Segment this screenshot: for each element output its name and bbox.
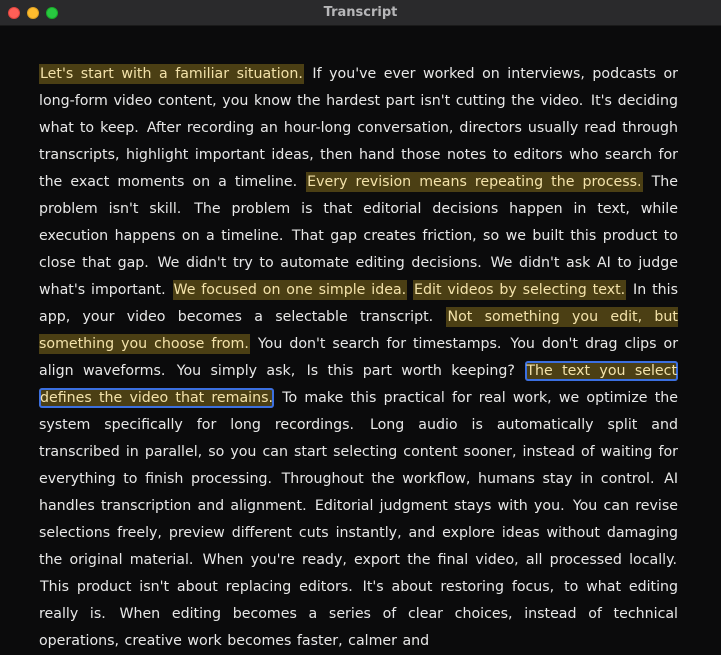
transcript-segment[interactable]: It's about restoring focus, — [362, 579, 555, 595]
transcript-segment[interactable]: To make this practical for real work, we optimize the system specifically for long recordings. — [39, 390, 678, 433]
transcript-segment[interactable]: You don't drag clips or align waveforms. — [39, 336, 679, 379]
transcript-segment[interactable]: Throughout the workflow, humans stay in control. — [281, 471, 655, 487]
transcript-segment[interactable]: The problem isn't skill. — [39, 174, 679, 217]
transcript-segment[interactable]: You don't search for timestamps. — [257, 336, 502, 352]
transcript-segment[interactable]: If you've ever worked on interviews, podcasts or long-form video content, you know the hardest part isn't cutting the video. — [39, 66, 679, 109]
transcript-segment-highlighted[interactable]: We focused on one simple idea. — [173, 282, 407, 298]
transcript-segment-highlighted[interactable]: Not something you edit, but something you choose from. — [39, 309, 678, 352]
transcript-segment-highlighted[interactable]: Let's start with a familiar situation. — [40, 66, 303, 82]
transcript-segment[interactable]: In this app, your video becomes a selectable transcript. — [39, 282, 678, 325]
transcript-segment[interactable]: When you're ready, export the final video, all processed locally. — [202, 552, 677, 568]
transcript-segment[interactable]: Is this part worth keeping? — [306, 363, 515, 379]
transcript-segment[interactable]: AI handles transcription and alignment. — [39, 471, 679, 514]
transcript-segment[interactable]: This product isn't about replacing editors. — [40, 579, 353, 595]
transcript-segment[interactable]: We didn't ask AI to judge what's important. — [39, 255, 678, 298]
transcript-segment[interactable]: Editorial judgment stays with you. — [314, 498, 565, 514]
transcript-segment-highlighted[interactable]: Every revision means repeating the process. — [307, 174, 642, 190]
transcript-segment-highlighted[interactable]: Edit videos by selecting text. — [414, 282, 626, 298]
transcript-segment[interactable]: Long audio is automatically split and transcribed in parallel, so you can start selecting content sooner, instead of waiting for everything to finish processing. — [39, 417, 678, 487]
transcript-segment[interactable]: We didn't try to automate editing decisions. — [157, 255, 482, 271]
transcript-segment[interactable]: When editing becomes a series of clear choices, instead of technical operations, creative work becomes faster, calmer and — [39, 606, 678, 649]
window-title: Transcript — [323, 5, 398, 20]
transcript-text[interactable] — [39, 61, 678, 655]
transcript-segment[interactable]: It's deciding what to keep. — [39, 93, 678, 136]
transcript-segment-selected[interactable]: The text you select defines the video that remains. — [40, 363, 678, 406]
transcript-segment[interactable]: You can revise selections freely, preview different cuts instantly, and explore ideas without damaging the original material. — [39, 498, 678, 568]
transcript-segment[interactable]: You simply ask, — [176, 363, 296, 379]
transcript-segment[interactable]: That gap creates friction, so we built this product to close that gap. — [39, 228, 678, 271]
transcript-segment[interactable]: The problem is that editorial decisions happen in text, while execution happens on a timeline. — [39, 201, 678, 244]
title-bar[interactable] — [0, 0, 721, 26]
transcript-segment[interactable]: After recording an hour-long conversation, directors usually read through transcripts, highlight important ideas, then hand those notes to editors who search for the exact moments on a timeline. — [39, 120, 678, 190]
transcript-segment[interactable]: to what editing really is. — [39, 579, 679, 622]
